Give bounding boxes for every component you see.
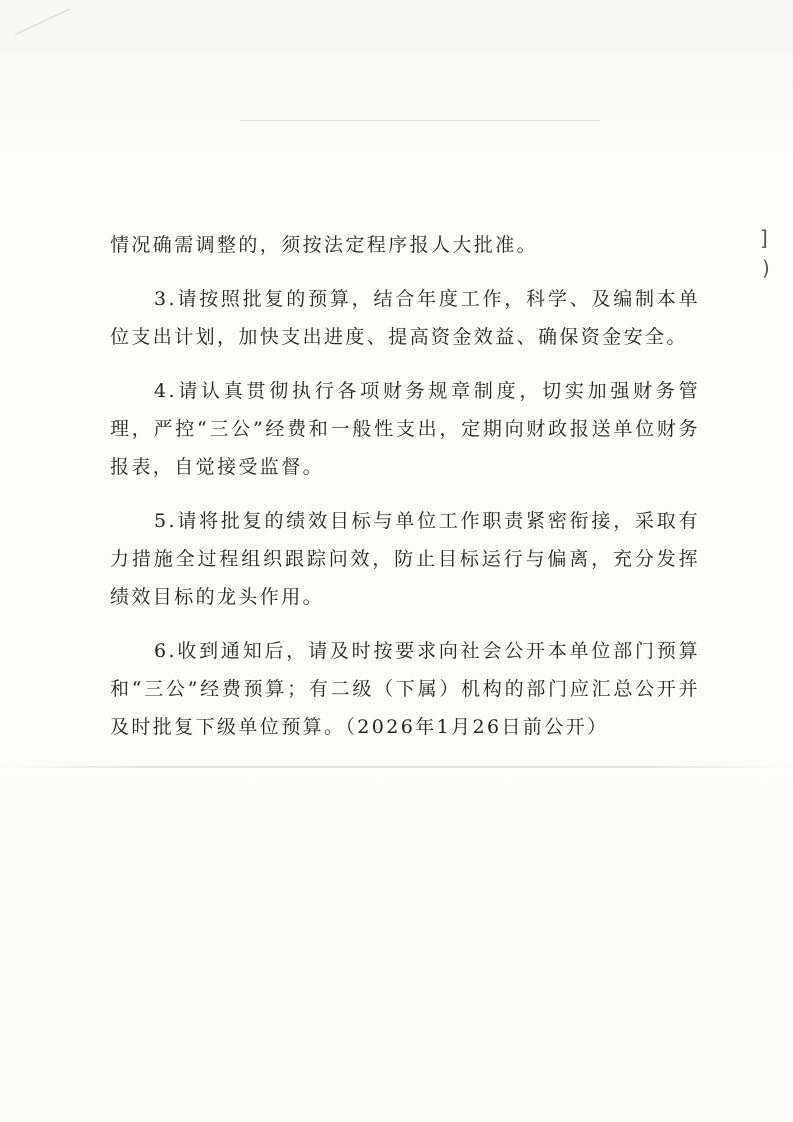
scan-fold-line: [0, 766, 793, 768]
paragraph-item-4: 4.请认真贯彻执行各项财务规章制度，切实加强财务管理，严控“三公”经费和一般性支出，定期向财政报送单位财务报表，自觉接受监督。: [110, 380, 700, 478]
binding-mark-icon: ): [762, 256, 770, 280]
paragraph-continuation: 情况确需调整的，须按法定程序报人大批准。: [110, 234, 539, 256]
document-body: [110, 226, 700, 762]
paragraph-item-5: 5.请将批复的绩效目标与单位工作职责紧密衔接，采取有力措施全过程组织跟踪问效，防止目标运行与偏离，充分发挥绩效目标的龙头作用。: [110, 510, 700, 608]
scan-artifact-line: [240, 120, 600, 121]
paragraph-item-6: 6.收到通知后，请及时按要求向社会公开本单位部门预算和“三公”经费预算；有二级（下属）机构的部门应汇总公开并及时批复下级单位预算。（2026年1月26日前公开）: [110, 640, 700, 738]
paragraph-item-3: 3.请按照批复的预算，结合年度工作，科学、及编制本单位支出计划，加快支出进度、提高资金效益、确保资金安全。: [110, 288, 700, 348]
scan-artifact-top-left: [15, 9, 81, 59]
binding-mark-icon: ]: [760, 226, 768, 250]
